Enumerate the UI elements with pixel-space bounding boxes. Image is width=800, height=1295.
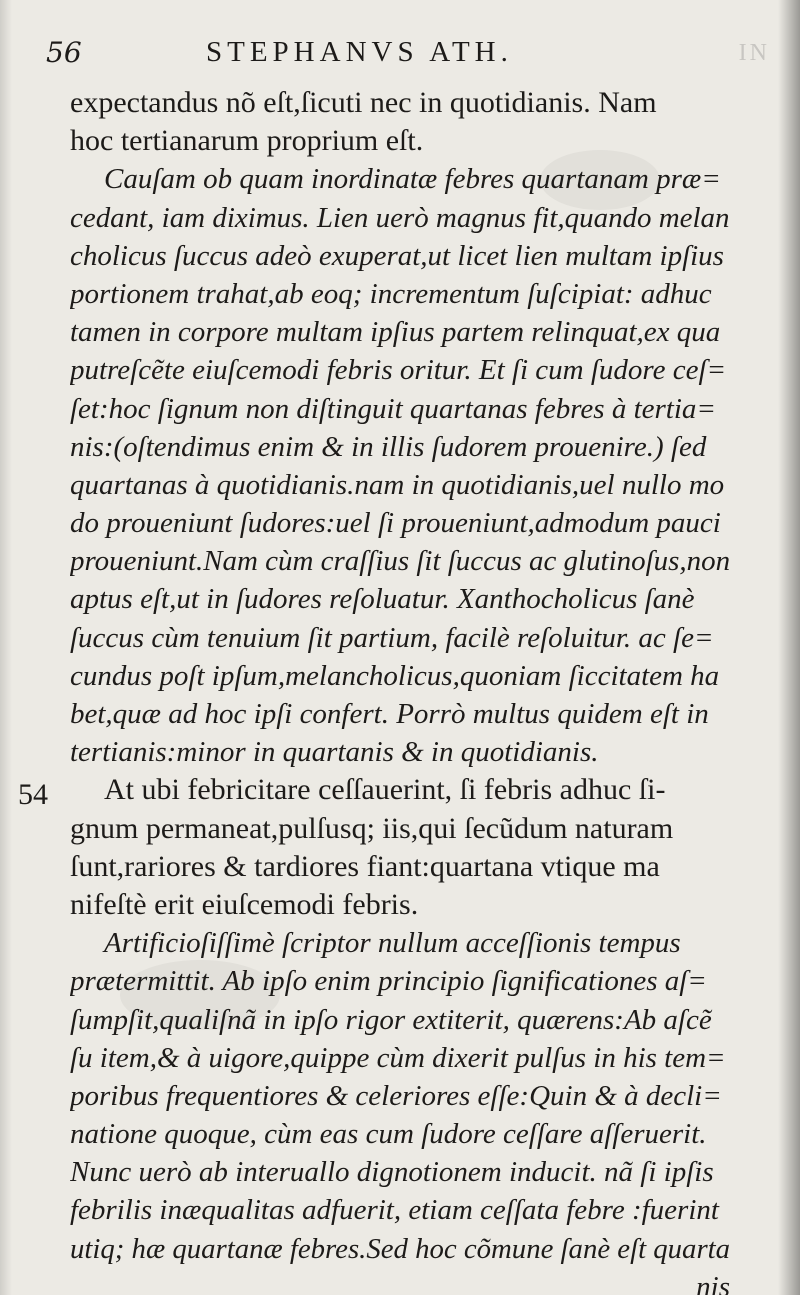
- text-line: tamen in corpore multam ipſius partem relinquat,ex qua: [70, 316, 721, 349]
- text-line: utiq; hæ quartanæ febres.Sed hoc cõmune ſanè eſt quarta: [70, 1232, 730, 1265]
- text-line: cundus poſt ipſum,melancholicus,quoniam ſiccitatem ha: [70, 659, 720, 692]
- text-line: putreſcẽte eiuſcemodi febris oritur. Et ſi cum ſudore ceſ=: [70, 354, 727, 387]
- page-edge-shadow: [0, 0, 12, 1295]
- text-line: ſuccus cùm tenuium ſit partium, facilè reſoluitur. ac ſe=: [70, 621, 714, 654]
- page-header: [46, 32, 766, 76]
- text-line: ſumpſit,qualiſnã in ipſo rigor extiterit, quærens:Ab aſcẽ: [70, 1003, 712, 1036]
- text-line: portionem trahat,ab eoq; incrementum ſuſcipiat: adhuc: [70, 277, 712, 310]
- text-line: nis: [696, 1270, 730, 1295]
- running-title: STEPHANVS ATH.: [206, 36, 513, 68]
- text-line: cholicus ſuccus adeò exuperat,ut licet lien multam ipſius: [70, 239, 724, 272]
- text-line: Artificioſiſſimè ſcriptor nullum acceſſionis tempus: [104, 927, 681, 960]
- text-line: At ubi febricitare ceſſauerint, ſi febris adhuc ſi-: [104, 773, 666, 807]
- bleed-through-text: IN: [738, 40, 770, 66]
- text-line: nis:(oſtendimus enim & in illis ſudorem prouenire.) ſed: [70, 430, 707, 463]
- text-line: do proueniunt ſudores:uel ſi proueniunt,admodum pauci: [70, 507, 721, 540]
- page-number: 56: [46, 36, 82, 69]
- text-line: ſet:hoc ſignum non diſtinguit quartanas febres à tertia=: [70, 392, 716, 425]
- text-line: gnum permaneat,pulſusq; iis,qui ſecũdum naturam: [70, 811, 674, 845]
- text-line: hoc tertianarum proprium eſt.: [70, 124, 424, 158]
- text-line: natione quoque, cùm eas cum ſudore ceſſare aſſeruerit.: [70, 1118, 707, 1151]
- gutter-shadow: [778, 0, 800, 1295]
- text-line: quartanas à quotidianis.nam in quotidianis,uel nullo mo: [70, 468, 725, 501]
- text-line: proueniunt.Nam cùm craſſius ſit ſuccus ac glutinoſus,non: [70, 545, 730, 578]
- text-line: ſunt,rariores & tardiores fiant:quartana vtique ma: [70, 849, 660, 883]
- text-line: cedant, iam diximus. Lien uerò magnus fit,quando melan: [70, 201, 730, 234]
- margin-note: 54: [18, 778, 48, 811]
- text-line: bet,quæ ad hoc ipſi confert. Porrò multus quidem eſt in: [70, 698, 709, 730]
- text-line: febrilis inæqualitas adfuerit, etiam ceſſata febre :fuerint: [70, 1194, 719, 1227]
- text-line: poribus frequentiores & celeriores eſſe:Quin & à decli=: [70, 1079, 722, 1112]
- text-line: Cauſam ob quam inordinatæ febres quartanam præ=: [104, 163, 721, 196]
- body-text: [70, 84, 730, 1295]
- text-line: tertianis:minor in quartanis & in quotidianis.: [70, 736, 599, 769]
- text-line: ſu item,& à uigore,quippe cùm dixerit pulſus in his tem=: [70, 1041, 726, 1074]
- text-line: expectandus nõ eſt,ſicuti nec in quotidianis. Nam: [70, 86, 657, 119]
- text-line: prætermittit. Ab ipſo enim principio ſignificationes aſ=: [70, 965, 707, 998]
- text-line: nifeſtè erit eiuſcemodi febris.: [70, 887, 419, 921]
- text-line: aptus eſt,ut in ſudores reſoluatur. Xanthocholicus ſanè: [70, 583, 695, 616]
- text-line: Nunc uerò ab interuallo dignotionem inducit. nã ſi ipſis: [70, 1156, 714, 1189]
